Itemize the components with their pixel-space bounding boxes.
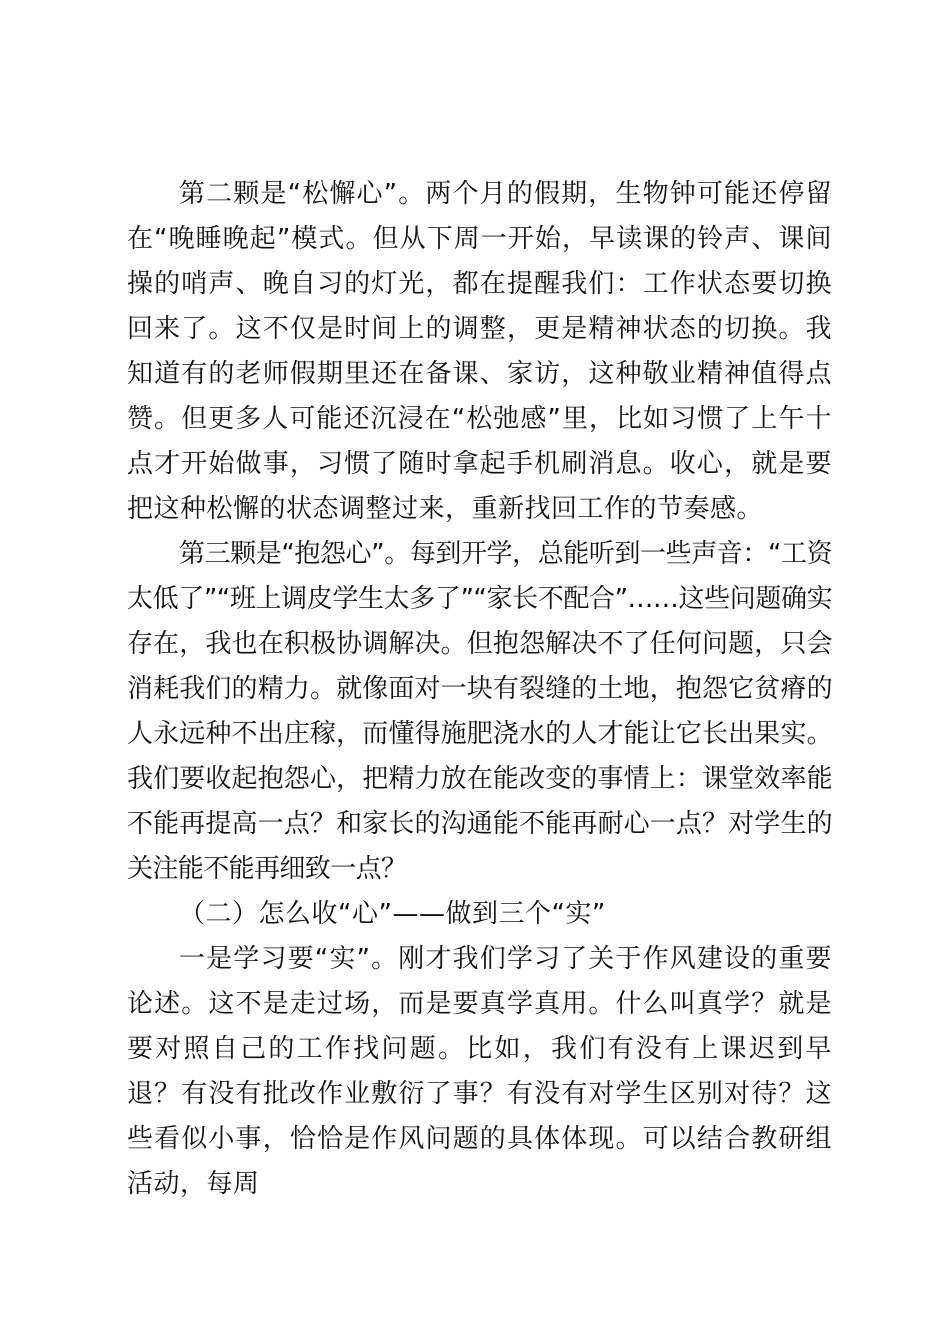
paragraph-slack-heart: 第二颗是“松懈心”。两个月的假期，生物钟可能还停留在“晚睡晚起”模式。但从下周一开始，早读课的铃声、课间操的哨声、晚自习的灯光，都在提醒我们：工作状态要切换回来了。这不仅是时间上的调整，更是精神状态的切换。我知道有的老师假期里还在备课、家访，这种敬业精神值得点赞。但更多人可能还沉浸在“松弛感”里，比如习惯了上午十点才开始做事，习惯了随时拿起手机刷消息。收心，就是要把这种松懈的状态调整过来，重新找回工作的节奏感。: [127, 179, 832, 524]
paragraph-study-solid: 一是学习要“实”。刚才我们学习了关于作风建设的重要论述。这不是走过场，而是要真学真用。什么叫真学？就是要对照自己的工作找问题。比如，我们有没有上课迟到早退？有没有批改作业敷衍了事？有没有对学生区别对待？这些看似小事，恰恰是作风问题的具体体现。可以结合教研组活动，每周: [127, 944, 832, 1199]
document-page: [127, 172, 832, 1207]
section-heading: （二）怎么收“心”——做到三个“实”: [179, 899, 606, 929]
paragraph-complaint-heart: 第三颗是“抱怨心”。每到开学，总能听到一些声音：“工资太低了”“班上调皮学生太多了”“家长不配合”……这些问题确实存在，我也在积极协调解决。但抱怨解决不了任何问题，只会消耗我们的精力。就像面对一块有裂缝的土地，抱怨它贫瘠的人永远种不出庄稼，而懂得施肥浇水的人才能让它长出果实。我们要收起抱怨心，把精力放在能改变的事情上：课堂效率能不能再提高一点？和家长的沟通能不能再耐心一点？对学生的关注能不能再细致一点？: [127, 539, 832, 884]
